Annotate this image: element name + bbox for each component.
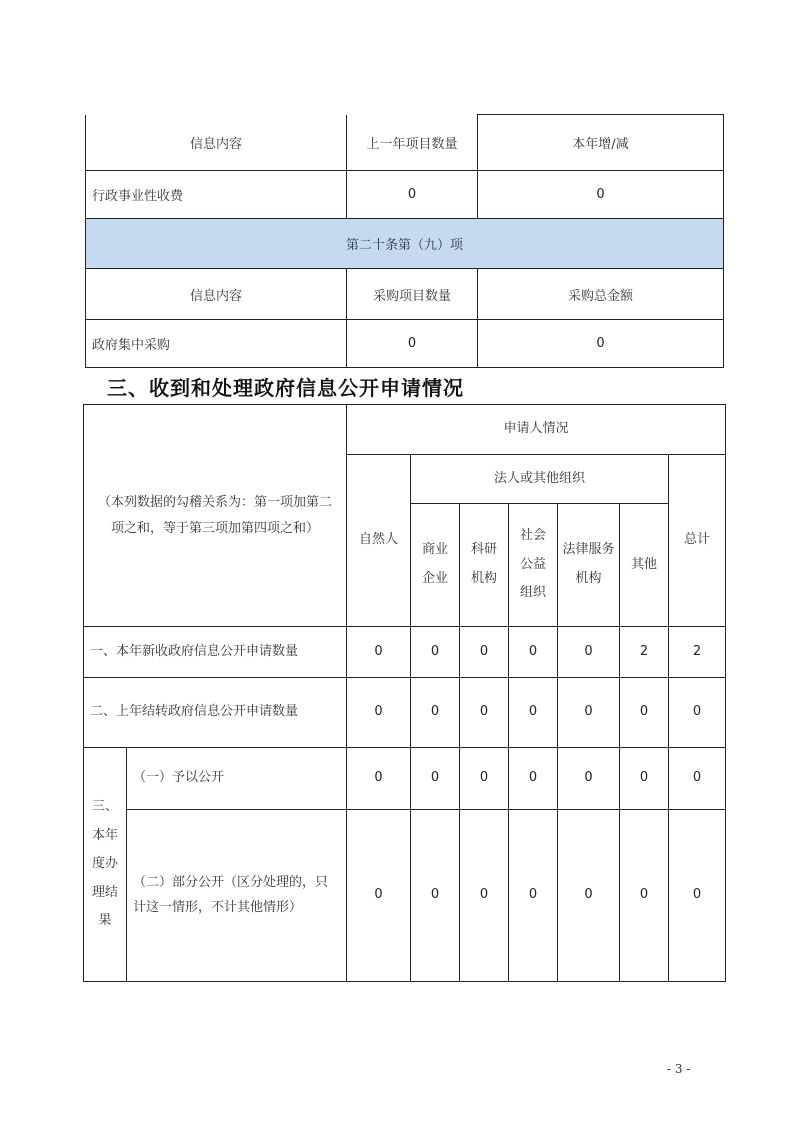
header-prev-count: 上一年项目数量 [347,115,478,171]
cell-value: 2 [669,627,726,678]
cell-value: 0 [669,748,726,810]
cell-value: 0 [411,748,460,810]
row-label: 一、本年新收政府信息公开申请数量 [84,627,347,678]
cell-value: 0 [558,810,620,982]
applicant-header: 申请人情况 [347,405,726,455]
header-purchase-count: 采购项目数量 [347,269,478,320]
row-label: 政府集中采购 [86,320,347,368]
cell-value: 0 [460,627,509,678]
cell-value: 0 [347,320,478,368]
section-heading: 三、收到和处理政府信息公开申请情况 [107,376,464,400]
row-label: 二、上年结转政府信息公开申请数量 [84,678,347,748]
cell-value: 0 [509,678,558,748]
table-row [86,219,724,269]
section-band: 第二十条第（九）项 [86,219,724,269]
cell-value: 0 [509,627,558,678]
cell-value: 0 [509,748,558,810]
header-text: 社会公益组织 [520,528,547,601]
table-row [84,627,726,678]
cell-value: 0 [347,678,411,748]
table-row [84,678,726,748]
row-label: （一）予以公开 [127,748,347,810]
table-row [86,115,724,171]
header-text: 商业企业 [422,542,449,586]
legal-group-header: 法人或其他组织 [411,455,669,504]
cell-value: 0 [460,810,509,982]
header-info-content: 信息内容 [86,269,347,320]
table-row [86,320,724,368]
other-header: 其他 [620,504,669,627]
cell-value: 0 [558,678,620,748]
cell-value: 0 [347,627,411,678]
social-header [509,504,558,627]
cell-value: 0 [509,810,558,982]
page-number: - 3 - [667,1062,691,1076]
group-text: 三、本年度办理结果 [91,799,118,929]
cell-value: 0 [347,171,478,219]
table-row [84,405,726,455]
header-text: 法律服务机构 [562,542,615,586]
cell-value: 0 [558,627,620,678]
cell-value: 0 [478,320,724,368]
cell-value: 0 [669,810,726,982]
cell-value: 0 [620,810,669,982]
cell-value: 0 [347,748,411,810]
cell-value: 0 [620,678,669,748]
cell-value: 2 [620,627,669,678]
cell-value: 0 [460,748,509,810]
cell-value: 0 [411,678,460,748]
row-label: （二）部分公开（区分处理的，只计这一情形，不计其他情形） [127,810,347,982]
cell-value: 0 [460,678,509,748]
table-row [86,269,724,320]
cell-value: 0 [411,810,460,982]
header-info-content: 信息内容 [86,115,347,171]
application-table [83,404,726,982]
top-info-table [85,114,724,368]
table-row [84,810,726,982]
natural-person-header: 自然人 [347,455,411,627]
cell-value: 0 [669,678,726,748]
cell-value: 0 [347,810,411,982]
research-header [460,504,509,627]
cell-value: 0 [558,748,620,810]
total-header: 总计 [669,455,726,627]
row-label: 行政事业性收费 [86,171,347,219]
row-group-label [84,748,127,982]
relation-note: （本列数据的勾稽关系为：第一项加第二项之和，等于第三项加第四项之和） [84,405,347,627]
legal-service-header [558,504,620,627]
cell-value: 0 [620,748,669,810]
commercial-header [411,504,460,627]
header-purchase-amount: 采购总金额 [478,269,724,320]
table-row [86,171,724,219]
header-change: 本年增/减 [478,115,724,171]
cell-value: 0 [411,627,460,678]
header-text: 科研机构 [471,542,498,586]
table-row [84,748,726,810]
cell-value: 0 [478,171,724,219]
